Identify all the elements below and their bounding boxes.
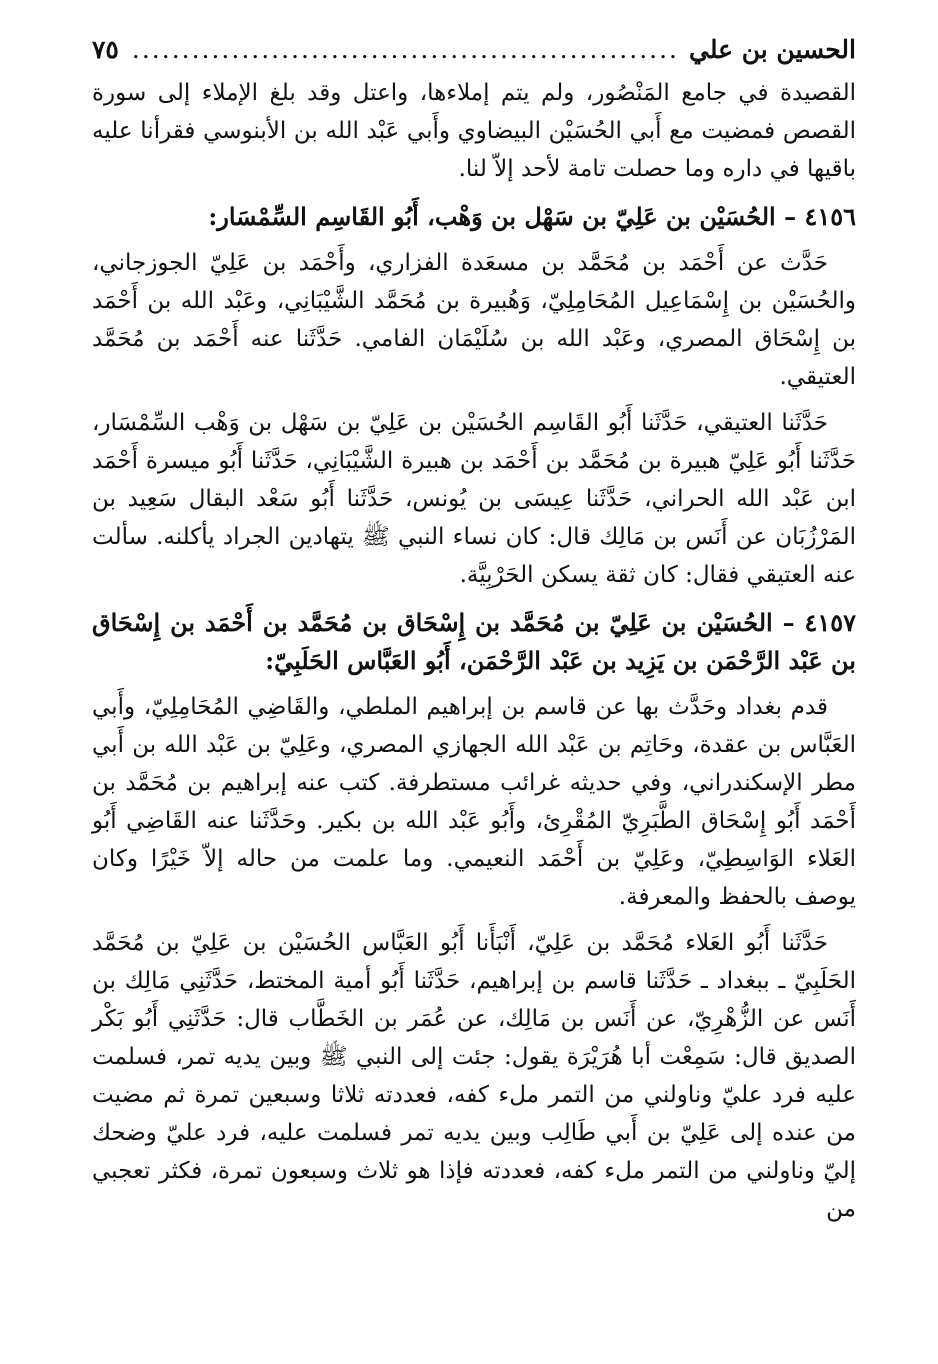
paragraph-text: حَدَّث عن أَحْمَد بن مُحَمَّد بن مسعَدة الفزاري، وأَحْمَد بن عَلِيّ الجوزجاني، والحُسَيْن بن إِسْمَاعِيل المُحَامِلِيّ، وَهُبيرة بن مُحَمَّد الشَّيْبَانِي، وعَبْد الله بن أَحْمَد بن إِسْحَاق المصري، وعَبْد الله بن سُلَيْمَان الفامي. حَدَّثَنا عنه أَحْمَد بن مُحَمَّد العتيقي.	[92, 250, 856, 390]
page-header	[92, 30, 856, 74]
paragraph-text: حَدَّثَنا العتيقي، حَدَّثَنا أَبُو القَاسِم الحُسَيْن بن عَلِيّ بن سَهْل بن وَهْب السِّمْسَار، حَدَّثَنا أَبُو عَلِيّ هبيرة بن مُحَمَّد بن أَحْمَد بن هبيرة الشَّيْبَانِي، حَدَّثَنا أَبُو ميسرة أَحْمَد ابن عَبْد الله الحراني، حَدَّثَنا عِيسَى بن يُونس، حَدَّثَنا أَبُو سَعْد البقال سَعِيد بن المَرْزُبَان عن أَنَس بن مَالِك قال: كان نساء النبي ﷺ يتهادين الجراد يأكلنه. سألت عنه العتيقي فقال: كان ثقة يسكن الحَرْبِيَّة.	[92, 410, 856, 588]
dotted-leader	[129, 30, 679, 70]
paragraph-entry-4156-narrators	[92, 244, 856, 396]
running-title: الحسين بن علي	[688, 35, 856, 64]
paragraph-text: قدم بغداد وحَدَّث بها عن قاسم بن إبراهيم الملطي، والقَاضِي المُحَامِلِيّ، وأَبي العَبَّاس بن عقدة، وحَاتِم بن عَبْد الله الجهازي المصري، وعَلِيّ بن عَبْد الله بن أَبي مطر الإسكندراني، وفي حديثه غرائب مستطرفة. كتب عنه إبراهيم بن مُحَمَّد بن أَحْمَد أَبُو إِسْحَاق الطَّبَرِيّ المُقْرِئ، وأَبُو عَبْد الله بن بكير. وحَدَّثَنا عنه القَاضِي أَبُو العَلاء الوَاسِطِيّ، وعَلِيّ بن أَحْمَد النعيمي. وما علمت من حاله إلاّ خَيْرًا وكان يوصف بالحفظ والمعرفة.	[92, 694, 856, 910]
paragraph-entry-4156-hadith	[92, 404, 856, 594]
paragraph-spacer	[92, 396, 856, 404]
page-number: ٧٥	[92, 35, 119, 64]
paragraph-continuation: القصيدة في جامع المَنْصُور، ولم يتم إملاءها، واعتل وقد بلغ الإملاء إلى سورة القصص فمضيت مع أَبي الحُسَيْن البيضاوي وأَبي عَبْد الله بن الأبنوسي فقرأنا عليه باقيها في داره وما حصلت تامة لأحد إلاّ لنا.	[92, 80, 856, 182]
paragraph-text: حَدَّثَنا أَبُو العَلاء مُحَمَّد بن عَلِيّ، أَنْبَأَنا أَبُو العَبَّاس الحُسَيْن بن عَلِيّ بن مُحَمَّد الحَلَبِيّ ـ ببغداد ـ حَدَّثَنا قاسم بن إبراهيم، حَدَّثَنا أَبُو أمية المختط، حَدَّثَنِي مَالِك بن أَنَس عن الزُّهْرِيّ، عن أَنَس بن مَالِك، عن عُمَر بن الخَطَّاب قال: حَدَّثَنِي أَبُو بَكْر الصديق قال: سَمِعْت أبا هُرَيْرَة يقول: جئت إلى النبي ﷺ وبين يديه تمر، فسلمت عليه فرد عليّ وناولني من التمر ملء كفه، فعددته ثلاثا وسبعين تمرة ثم مضيت من عنده إلى عَلِيّ بن أَبي طَالِب وبين يديه تمر فسلمت عليه، فرد عليّ وضحك إليّ وناولني من التمر ملء كفه، فعددته فإذا هو ثلاث وسبعون تمرة، فكثر تعجبي من	[92, 930, 856, 1222]
paragraph-entry-4157-hadith	[92, 924, 856, 1228]
entry-heading-4157: ٤١٥٧ – الحُسَيْن بن عَلِيّ بن مُحَمَّد بن إِسْحَاق بن مُحَمَّد بن أَحْمَد بن إِسْحَاق بن عَبْد الرَّحْمَن بن يَزِيد بن عَبْد الرَّحْمَن، أَبُو العَبَّاس الحَلَبِيّ:	[92, 608, 856, 675]
paragraph-entry-4157-bio	[92, 688, 856, 916]
entry-heading-4156: ٤١٥٦ – الحُسَيْن بن عَلِيّ بن سَهْل بن وَهْب، أَبُو القَاسِم السِّمْسَار:	[208, 202, 856, 231]
page-body	[92, 74, 856, 1228]
paragraph-spacer	[92, 916, 856, 924]
